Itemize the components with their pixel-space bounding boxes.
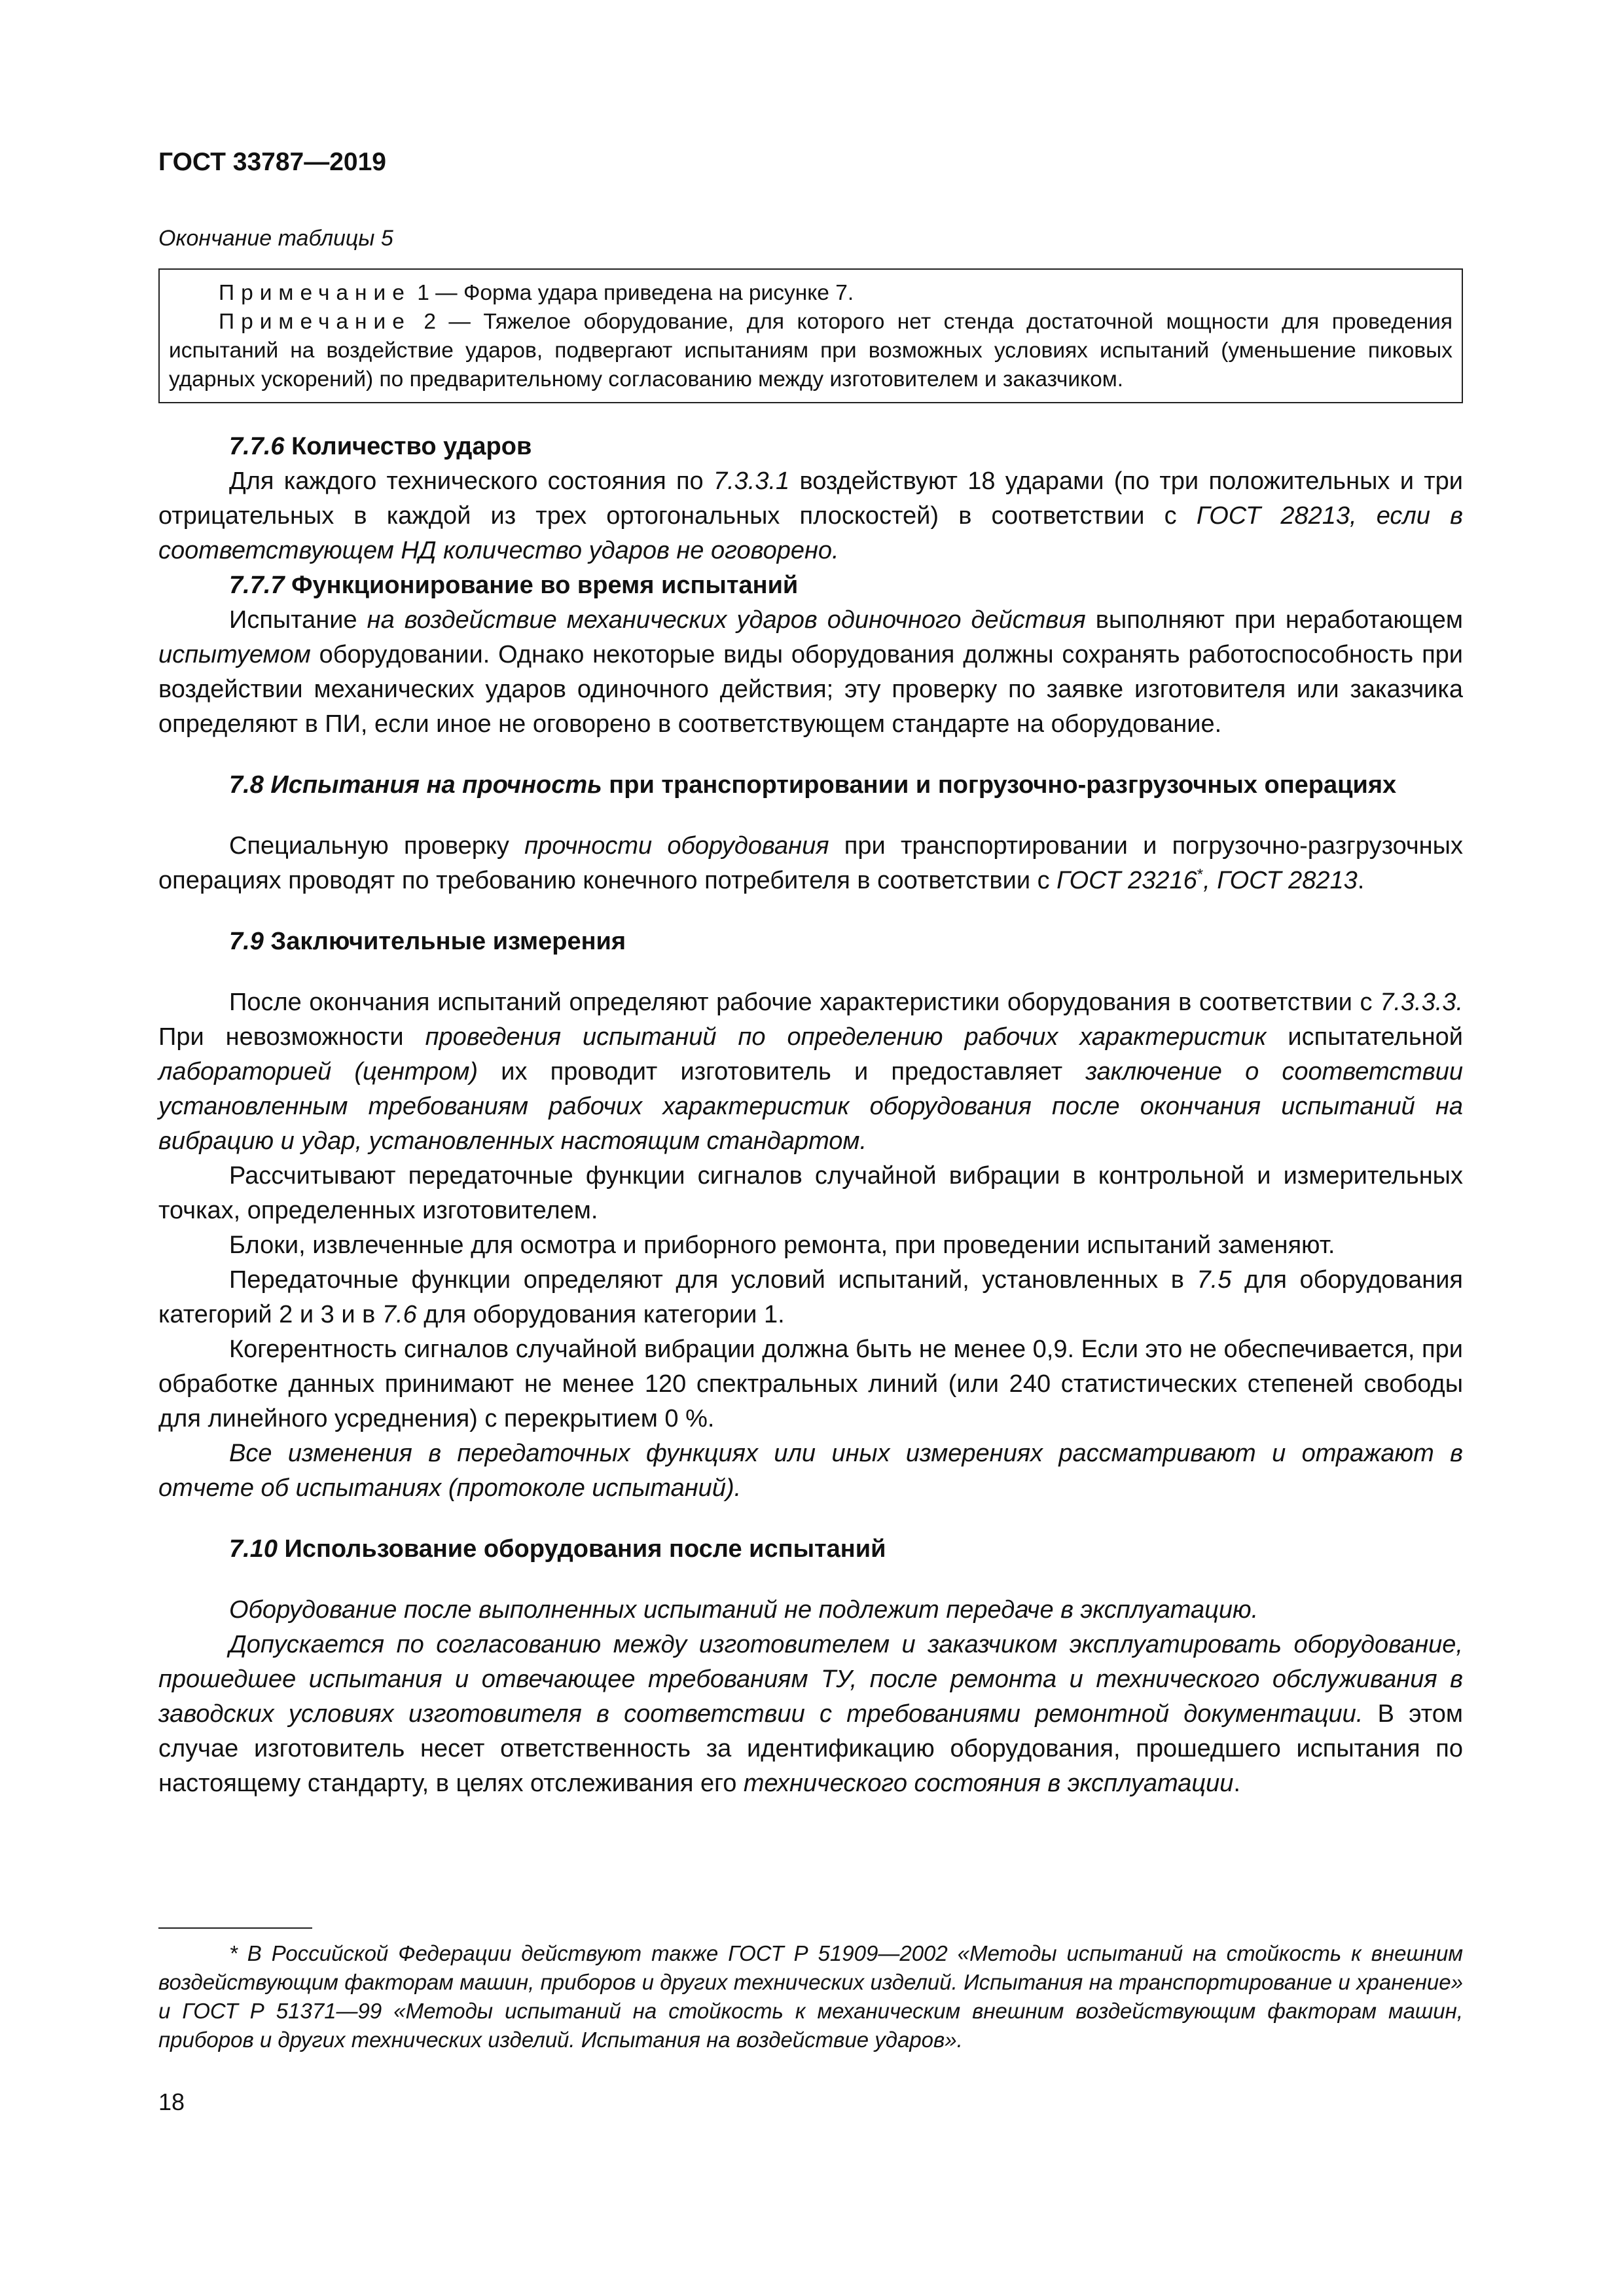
section-78-title-italic: 7.8 Испытания на прочность xyxy=(229,771,602,799)
table-notes-box xyxy=(158,268,1463,403)
section-78-paragraph xyxy=(158,829,1463,898)
clause-reference: 7.3.3.3. xyxy=(1380,989,1463,1016)
section-79-paragraph-3: Блоки, извлеченные для осмотра и приборного ремонта, при проведении испытаний заменяют. xyxy=(229,1231,1335,1259)
section-777-paragraph xyxy=(158,603,1463,742)
section-78-heading xyxy=(158,768,1463,803)
text-run: их проводит изготовитель и предоставляет xyxy=(478,1058,1086,1085)
section-78-title: при транспортировании и погрузочно-разгрузочных операциях xyxy=(602,771,1397,799)
table-caption: Окончание таблицы 5 xyxy=(158,226,393,251)
text-run: оборудовании. Однако некоторые виды оборудования должны сохранять работоспособность при воздействии механических ударов одиночного действия; эту проверку по заявке изготовителя или заказчика определяют в ПИ, если иное не оговорено в соответствующем стандарте на оборудование. xyxy=(158,641,1463,738)
section-710-title: Использование оборудования после испытаний xyxy=(277,1535,886,1563)
text-run: После окончания испытаний определяют рабочие характеристики оборудования в соответствии с xyxy=(229,989,1380,1016)
italic-run: Допускается по согласованию между изготовителем и заказчиком эксплуатировать оборудование, прошедшее испытания и отвечающее требованиям ТУ, после ремонта и технического обслуживания в заводских условиях изготовителя в соответствии с требованиями ремонтной документации. xyxy=(158,1631,1463,1728)
section-79-title: Заключительные измерения xyxy=(263,928,626,955)
section-776-number: 7.7.6 xyxy=(229,433,285,460)
text-run: испытательной xyxy=(1266,1023,1463,1051)
section-79-paragraph-2: Рассчитывают передаточные функции сигналов случайной вибрации в контрольной и измерительных точках, определенных изготовителем. xyxy=(158,1162,1463,1224)
note-2-label: Примечание xyxy=(219,310,411,334)
italic-run: заключение о соответствии установленным требованиям рабочих характеристик оборудования после окончания испытаний на вибрацию и удар, установленных настоящим стандартом. xyxy=(158,1058,1463,1155)
text-run: Передаточные функции определяют для условий испытаний, установленных в xyxy=(229,1266,1197,1294)
text-run: Испытание xyxy=(229,606,367,634)
text-run: Специальную проверку xyxy=(229,832,525,860)
footnote-text: * В Российской Федерации действуют также ГОСТ Р 51909—2002 «Методы испытаний на стойкость к внешним воздействующим факторам машин, приборов и других технических изделий. Испытания на транспортирование и хранение» и ГОСТ Р 51371—99 «Методы испытаний на стойкость к механическим внешним воздействующим факторам машин, приборов и других технических изделий. Испытания на воздействие ударов». xyxy=(158,1941,1463,2052)
section-776-heading xyxy=(158,429,1463,464)
footnote xyxy=(158,1939,1463,2054)
note-2 xyxy=(169,308,1453,394)
clause-reference: 7.5 xyxy=(1197,1266,1232,1294)
italic-run: лабораторией (центром) xyxy=(158,1058,478,1085)
standard-reference: ГОСТ 23216 xyxy=(1056,867,1197,894)
text-run: В этом случае изготовитель несет ответственность за идентификацию оборудования, прошедшего испытания по настоящему стандарту, в целях отслеживания его xyxy=(158,1700,1463,1797)
note-1-label: Примечание xyxy=(219,281,411,305)
italic-run: технического состояния в эксплуатации xyxy=(743,1770,1234,1797)
section-710-heading xyxy=(158,1532,1463,1567)
section-79-paragraph-4 xyxy=(158,1263,1463,1332)
text-run: . xyxy=(1357,867,1365,894)
text-run: . xyxy=(1233,1770,1240,1797)
section-79-paragraph-6: Все изменения в передаточных функциях или иных измерениях рассматривают и отражают в отчете об испытаниях (протоколе испытаний). xyxy=(158,1440,1463,1502)
text-run: Для каждого технического состояния по xyxy=(229,467,713,495)
footnote-divider xyxy=(158,1927,312,1929)
italic-run: испытуемом xyxy=(158,641,311,668)
section-79-heading xyxy=(158,924,1463,959)
section-776-title: Количество ударов xyxy=(284,433,532,460)
section-777-number: 7.7.7 xyxy=(229,572,285,599)
section-79-paragraph-5: Когерентность сигналов случайной вибрации должна быть не менее 0,9. Если это не обеспечивается, при обработке данных принимают не менее 120 спектральных линий (или 240 статистических степеней свободы для линейного усреднения) с перекрытием 0 %. xyxy=(158,1336,1463,1432)
section-79-number: 7.9 xyxy=(229,928,264,955)
text-run: для оборудования категорий 2 и 3 и в xyxy=(158,1266,1463,1328)
section-710-number: 7.10 xyxy=(229,1535,278,1563)
section-710-paragraph-2 xyxy=(158,1628,1463,1801)
note-2-text: 2 — Тяжелое оборудование, для которого нет стенда достаточной мощности для проведения испытаний на воздействие ударов, подвергают испытаниям при возможных условиях испытаний (уменьшение пиковых ударных ускорений) по предварительному согласованию между изготовителем и заказчиком. xyxy=(169,310,1453,392)
section-777-heading xyxy=(158,568,1463,603)
standard-reference: ГОСТ 28213, если в соответствующем НД количество ударов не оговорено. xyxy=(158,502,1463,564)
text-run: для оборудования категории 1. xyxy=(416,1301,785,1328)
footnote-marker: * xyxy=(1197,866,1204,884)
document-number: ГОСТ 33787—2019 xyxy=(158,148,386,176)
italic-run: на воздействие механических ударов одиночного действия xyxy=(367,606,1086,634)
italic-run: прочности оборудования xyxy=(524,832,829,860)
standard-reference: , ГОСТ 28213 xyxy=(1203,867,1358,894)
clause-reference: 7.3.3.1 xyxy=(713,467,790,495)
section-79-paragraph-1 xyxy=(158,985,1463,1159)
section-777-title: Функционирование во время испытаний xyxy=(284,572,799,599)
note-1-text: 1 — Форма удара приведена на рисунке 7. xyxy=(410,281,854,305)
text-run: выполняют при неработающем xyxy=(1085,606,1464,634)
note-1 xyxy=(169,279,1453,308)
section-710-paragraph-1: Оборудование после выполненных испытаний не подлежит передаче в эксплуатацию. xyxy=(229,1596,1259,1624)
main-content xyxy=(158,429,1463,1801)
text-run: воздействуют 18 ударами (по три положительных и три отрицательных в каждой из трех ортогональных плоскостей) в соответствии с xyxy=(158,467,1463,530)
page-number: 18 xyxy=(158,2088,185,2115)
clause-reference: 7.6 xyxy=(382,1301,417,1328)
text-run: при транспортировании и погрузочно-разгрузочных операциях проводят по требованию конечного потребителя в соответствии с xyxy=(158,832,1463,894)
text-run: При невозможности xyxy=(158,1023,425,1051)
italic-run: проведения испытаний по определению рабочих характеристик xyxy=(425,1023,1267,1051)
section-776-paragraph xyxy=(158,464,1463,568)
